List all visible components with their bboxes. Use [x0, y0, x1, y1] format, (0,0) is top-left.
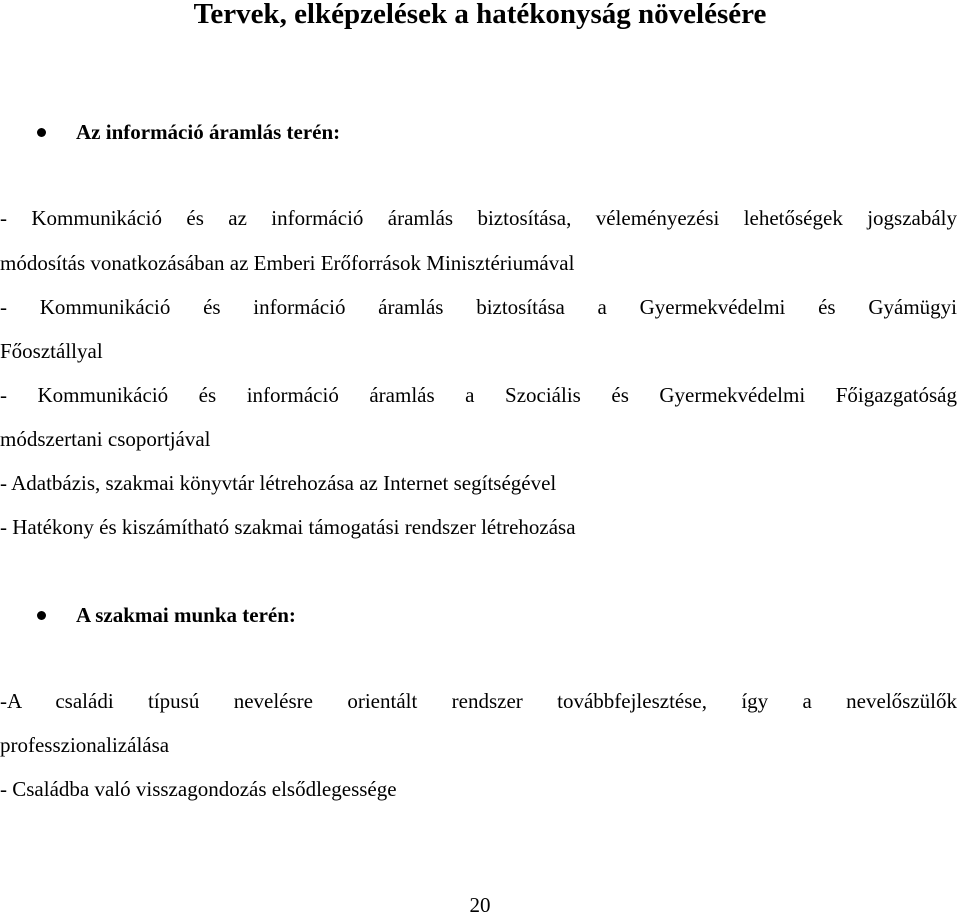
- page-number: 20: [469, 893, 491, 917]
- paragraph-line: Főosztállyal: [0, 339, 103, 363]
- paragraph-line: -A családi típusú nevelésre orientált rendszer továbbfejlesztése, így a nevelőszülők: [0, 689, 957, 713]
- paragraph-line: módszertani csoportjával: [0, 427, 211, 451]
- paragraph-line: - Hatékony és kiszámítható szakmai támogatási rendszer létrehozása: [0, 515, 576, 539]
- paragraph-line: - Kommunikáció és az információ áramlás biztosítása, véleményezési lehetőségek jogszabály: [0, 206, 957, 230]
- paragraph-line: módosítás vonatkozásában az Emberi Erőforrások Minisztériumával: [0, 251, 575, 275]
- section-heading-information-flow: [0, 117, 960, 147]
- paragraph-line: - Családba való visszagondozás elsődlegessége: [0, 777, 397, 801]
- section-heading-professional-work: [0, 600, 960, 630]
- bullet-icon: [37, 611, 46, 620]
- section-heading-text: Az információ áramlás terén:: [76, 120, 341, 144]
- paragraph-line: - Kommunikáció és információ áramlás a Szociális és Gyermekvédelmi Főigazgatóság: [0, 383, 957, 407]
- paragraph-line: - Kommunikáció és információ áramlás biztosítása a Gyermekvédelmi és Gyámügyi: [0, 295, 957, 319]
- paragraph-line: - Adatbázis, szakmai könyvtár létrehozása az Internet segítségével: [0, 471, 557, 495]
- section-heading-text: A szakmai munka terén:: [76, 603, 296, 627]
- document-title: Tervek, elképzelések a hatékonyság növelésére: [193, 0, 767, 30]
- paragraph-line: professzionalizálása: [0, 733, 170, 757]
- bullet-icon: [37, 128, 46, 137]
